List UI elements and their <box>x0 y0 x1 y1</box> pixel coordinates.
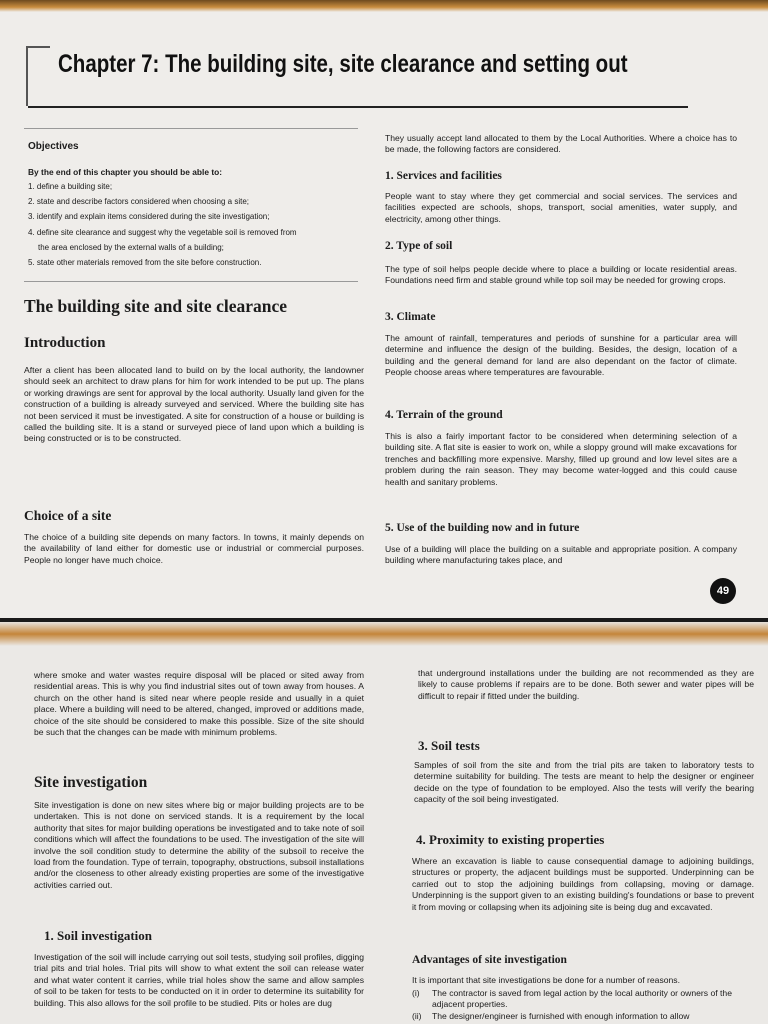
proximity-heading: 4. Proximity to existing properties <box>416 832 605 847</box>
objectives-list <box>28 181 358 268</box>
proximity-text: Where an excavation is liable to cause consequential damage to adjoining buildings, structures or property, the adjacent buildings must be supported. Underpinning can be carried out to stop the adjoining buildings from collapsing, moving or damage. Underpinning is the support given to an existing building's foundations or base to prevent it from moving or collapsing when its adjoining site is being dug and excavated. <box>412 856 754 912</box>
soil-investigation-heading: 1. Soil investigation <box>44 928 152 943</box>
advantage-text: The designer/engineer is furnished with enough information to allow <box>432 1010 690 1021</box>
factor-text: People want to stay where they get commercial and social services. The services and facilities expected are schools, shops, transport, social amenities, water supply, and electricity, among other things. <box>385 191 737 224</box>
factor-heading: 2. Type of soil <box>385 240 453 252</box>
objective-item: the area enclosed by the external walls of a building; <box>38 242 224 252</box>
page-number-badge: 49 <box>710 578 736 604</box>
factor-heading: 1. Services and facilities <box>385 170 502 182</box>
advantage-item <box>412 1011 752 1022</box>
advantage-number: (i) <box>412 988 420 998</box>
soil-tests-heading: 3. Soil tests <box>418 738 480 753</box>
soil-investigation-text: Investigation of the soil will include carrying out soil tests, studying soil profiles, digging trial pits and trial holes. Trial pits will show to what extent the soil can release water and what water content it carries, while trial holes show the same and allow samples of soil to be taken for tests to be conducted on it in order to determine its suitability for building. This also allows for the soil profile to be studied. Pits or holes are dug <box>34 952 364 1008</box>
objectives-title: Objectives <box>28 141 79 152</box>
site-investigation-text: Site investigation is done on new sites where big or major building projects are to be undertaken. This is not done on serviced stands. It is a requirement by the local authority that sites for major building operations be investigated and to take note of soil conditions which will affect the foundations to be used. The investigation of the site will involve the soil condition study to determine the ability of the subsoil to receive the load from the foundation. Type of terrain, topography, obstructions, subsoil installations and/or the closeness to other already existing properties are some of the investigative activities carried out. <box>34 800 364 890</box>
factor-text: This is also a fairly important factor to be considered when determining selection of a building site. A flat site is easier to work on, while a sloppy ground will make excavations for trenches and backfilling more expensive. Marshy, filled up ground and low level sites are a problem during the rain season. They may become water-logged and this could cause health and sanitary problems. <box>385 431 737 487</box>
objective-item: 3. identify and explain items considered during the site investigation; <box>28 212 270 222</box>
site-investigation-heading: Site investigation <box>34 774 148 791</box>
factor-heading: 4. Terrain of the ground <box>385 409 503 421</box>
introduction-text: After a client has been allocated land to build on by the local authority, the landowner should seek an architect to draw plans for him for work intended to be put up. The plans or working drawings are sent for approval by the local authority. Usually land given for the construction of a building is already surveyed and serviced. Where the building site has not been serviced it must be investigated. A site for construction of a house or building is called the building site. It is a stand or surveyed piece of land upon which a building is being constructed or is to be constructed. <box>24 365 364 444</box>
objective-item: 5. state other materials removed from the site before construction. <box>28 258 262 268</box>
objective-item: 4. define site clearance and suggest why the vegetable soil is removed from <box>28 227 297 237</box>
title-underline <box>28 106 688 108</box>
continuation-text: where smoke and water wastes require disposal will be placed or sited away from residential areas. This is why you find industrial sites out of town away from houses. A church on the other hand is sited near where people reside and usually in a quiet place. Where a building will need to be altered, changed, improved or additions made, choice of the site should be considered to make this possible. Size of the site should be such that the changes can be made with minimum problems. <box>34 670 364 738</box>
right-continuation-text: that underground installations under the building are not recommended as they are likely to cause problems if repairs are to be done. Both sewer and water pipes will be difficult to repair if fitted under the building. <box>418 668 754 701</box>
section-heading: The building site and site clearance <box>24 296 287 316</box>
introduction-heading: Introduction <box>24 335 106 351</box>
advantage-text: The contractor is saved from legal action by the local authority or owners of the adjacent properties. <box>432 988 732 1010</box>
choice-text: The choice of a building site depends on many factors. In towns, it mainly depends on the availability of land either for domestic use or industrial or commercial purposes. People no longer have much choice. <box>24 532 364 565</box>
factor-heading: 5. Use of the building now and in future <box>385 522 580 534</box>
advantages-intro: It is important that site investigations be done for a number of reasons. <box>412 975 680 985</box>
objectives-intro: By the end of this chapter you should be able to: <box>28 167 223 177</box>
book-page-bottom <box>0 622 768 1024</box>
advantage-number: (ii) <box>412 1010 422 1021</box>
right-intro-text: They usually accept land allocated to them by the Local Authorities. Where a choice has to be made, the following factors are considered. <box>385 133 737 155</box>
advantages-heading: Advantages of site investigation <box>412 954 567 966</box>
choice-heading: Choice of a site <box>24 508 112 523</box>
factor-text: The type of soil helps people decide where to place a building or locate residential areas. Foundations need firm and stable ground while top soil may be needed for growing crops. <box>385 264 737 286</box>
advantages-list <box>412 988 752 1022</box>
factor-heading: 3. Climate <box>385 311 436 323</box>
chapter-title: Chapter 7: The building site, site clearance and setting out <box>58 50 628 78</box>
objective-item: 2. state and describe factors considered when choosing a site; <box>28 197 250 207</box>
soil-tests-text: Samples of soil from the site and from the trial pits are taken to laboratory tests to determine suitability for building. The tests are meant to help the designer or engineer decide on the type of foundation to be employed. Also the tests will verify the bearing capacity of the soil being investigated. <box>414 760 754 805</box>
title-bracket-decoration <box>26 46 50 106</box>
page-spine-shadow <box>0 622 768 646</box>
page-spine-shadow <box>0 0 768 12</box>
advantage-item <box>412 988 752 1011</box>
objectives-box <box>24 128 358 282</box>
factor-text: The amount of rainfall, temperatures and periods of sunshine for a particular area will determine and influence the design of the building. Besides, the design, location of a building and the general demand for land are also dependant on the factor of climate. People choose areas where temperatures are favourable. <box>385 333 737 378</box>
objective-item: 1. define a building site; <box>28 182 113 191</box>
factor-text: Use of a building will place the building on a suitable and appropriate position. A company building where manufacturing takes place, and <box>385 544 737 566</box>
